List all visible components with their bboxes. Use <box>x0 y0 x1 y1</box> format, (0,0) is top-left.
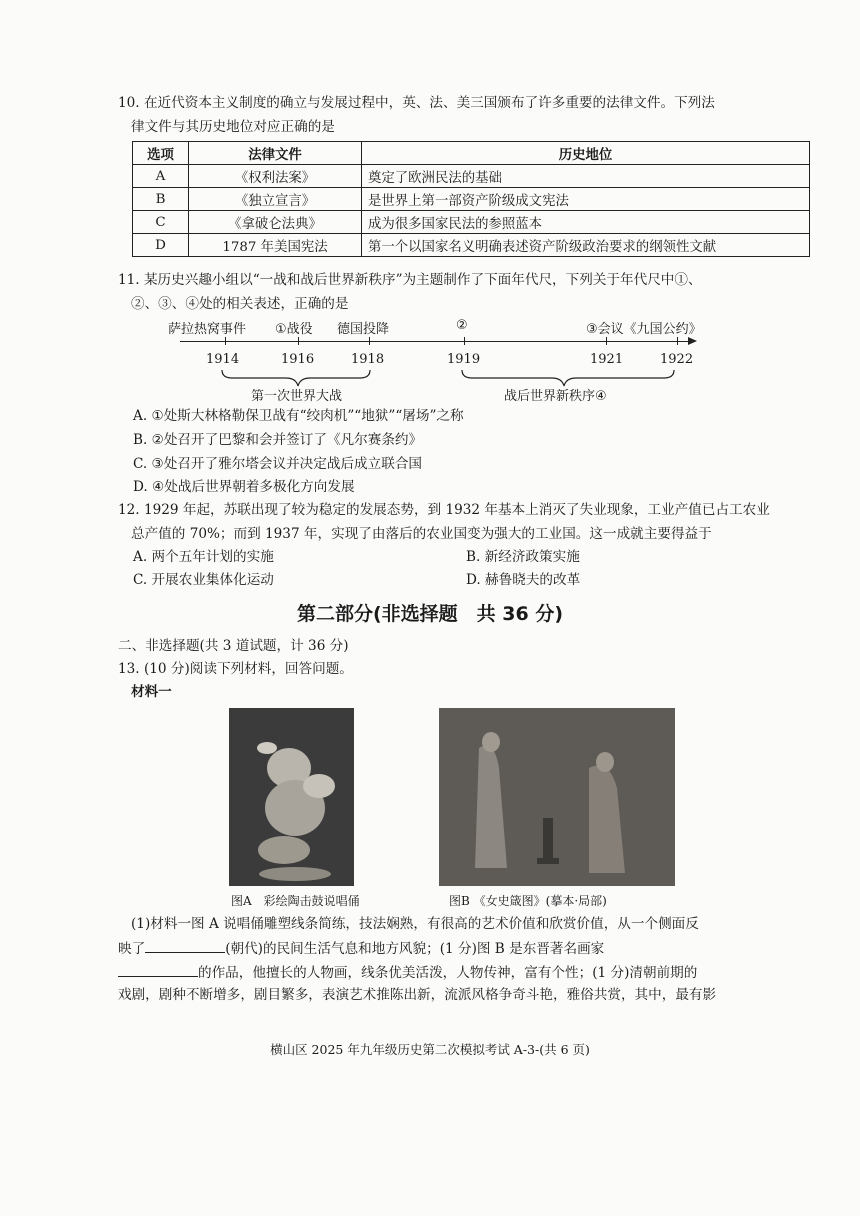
section-heading: 二、非选择题(共 3 道试题，计 36 分) <box>118 638 349 654</box>
timeline-year: 1922 <box>660 352 694 367</box>
figure-b-image <box>439 708 675 886</box>
timeline-tick <box>298 337 299 345</box>
timeline-tick <box>677 337 678 345</box>
q12-option-b: B. 新经济政策实施 <box>466 549 580 565</box>
figure-a-caption: 图A 彩绘陶击鼓说唱俑 <box>231 894 360 908</box>
q12-stem-line2: 总产值的 70%；而到 1937 年，实现了由落后的农业国变为强大的工业国。这一成就主要得益于 <box>131 526 712 542</box>
timeline-brace-label: 第一次世界大战 <box>251 389 343 404</box>
timeline-tick <box>606 337 607 345</box>
answer-blank-painter[interactable] <box>118 962 198 977</box>
figurine-icon <box>229 708 354 886</box>
q10-table <box>132 141 810 257</box>
q10-stem-line1: 10. 在近代资本主义制度的确立与发展过程中，英、法、美三国颁布了许多重要的法律文件。下列法 <box>118 95 715 111</box>
table-row <box>133 188 810 211</box>
q12-option-c: C. 开展农业集体化运动 <box>133 572 274 588</box>
table-cell: 《权利法案》 <box>189 165 362 188</box>
q13-part1-line1: (1)材料一图 A 说唱俑雕塑线条简练，技法娴熟，有很高的艺术价值和欣赏价值，从一个侧面反 <box>131 916 699 932</box>
table-cell: 1787 年美国宪法 <box>189 234 362 257</box>
q12-option-a: A. 两个五年计划的实施 <box>133 549 274 565</box>
q13-part1-line3 <box>118 962 697 983</box>
q11-stem-line1: 11. 某历史兴趣小组以“一战和战后世界新秩序”为主题制作了下面年代尺，下列关于年代尺中①、 <box>118 272 702 288</box>
q11-stem-line2: ②、③、④处的相关表述，正确的是 <box>131 296 349 312</box>
table-row <box>133 211 810 234</box>
timeline-label: ② <box>456 318 468 333</box>
table-header-cell: 法律文件 <box>189 142 362 165</box>
table-cell: B <box>133 188 189 211</box>
timeline-brace-label: 战后世界新秩序④ <box>504 389 607 404</box>
q13-part1-line2 <box>118 938 604 959</box>
timeline-tick <box>225 337 226 345</box>
table-row <box>133 165 810 188</box>
figure-b-caption: 图B 《女史箴图》(摹本·局部) <box>449 894 607 908</box>
q12-stem-line1: 12. 1929 年起，苏联出现了较为稳定的发展态势，到 1932 年基本上消灭了失业现象，工业产值已占工农业 <box>118 502 770 518</box>
timeline-axis <box>180 341 690 342</box>
table-cell: 是世界上第一部资产阶级成文宪法 <box>362 188 810 211</box>
answer-blank-dynasty[interactable] <box>145 938 225 953</box>
q11-option-d: D. ④处战后世界朝着多极化方向发展 <box>133 479 355 495</box>
q13-text: 映了 <box>118 941 146 957</box>
table-header-row <box>133 142 810 165</box>
timeline-year: 1916 <box>281 352 315 367</box>
q13-stem: 13. (10 分)阅读下列材料，回答问题。 <box>118 661 353 677</box>
q13-text: (朝代)的民间生活气息和地方风貌；(1 分)图 B 是东晋著名画家 <box>225 941 605 957</box>
timeline-label: ①战役 <box>275 322 313 337</box>
table-row <box>133 234 810 257</box>
table-cell: C <box>133 211 189 234</box>
timeline-arrow-icon <box>688 337 697 345</box>
page-footer: 横山区 2025 年九年级历史第二次模拟考试 A-3-(共 6 页) <box>270 1042 590 1057</box>
table-cell: 成为很多国家民法的参照蓝本 <box>362 211 810 234</box>
painting-icon <box>439 708 675 886</box>
q11-option-a: A. ①处斯大林格勒保卫战有“绞肉机”“地狱”“屠场”之称 <box>133 408 464 424</box>
timeline-year: 1921 <box>590 352 624 367</box>
part-title: 第二部分(非选择题 共 36 分) <box>296 603 564 625</box>
timeline-tick <box>464 337 465 345</box>
timeline-label: ③会议《九国公约》 <box>586 322 702 337</box>
table-cell: 《独立宣言》 <box>189 188 362 211</box>
timeline-year: 1918 <box>351 352 385 367</box>
table-cell: D <box>133 234 189 257</box>
table-cell: A <box>133 165 189 188</box>
figure-a-image <box>229 708 354 886</box>
table-header-cell: 选项 <box>133 142 189 165</box>
q10-stem-line2: 律文件与其历史地位对应正确的是 <box>131 119 335 135</box>
q13-part1-line4: 戏剧，剧种不断增多，剧目繁多，表演艺术推陈出新，流派风格争奇斗艳，雅俗共赏，其中，最有影 <box>118 987 717 1003</box>
timeline-label: 萨拉热窝事件 <box>168 322 247 337</box>
table-cell: 奠定了欧洲民法的基础 <box>362 165 810 188</box>
timeline-year: 1919 <box>447 352 481 367</box>
q11-option-b: B. ②处召开了巴黎和会并签订了《凡尔赛条约》 <box>133 432 423 448</box>
q12-option-d: D. 赫鲁晓夫的改革 <box>466 572 581 588</box>
timeline-label: 德国投降 <box>337 322 390 337</box>
table-cell: 第一个以国家名义明确表述资产阶级政治要求的纲领性文献 <box>362 234 810 257</box>
material-label: 材料一 <box>131 684 172 700</box>
timeline-tick <box>369 337 370 345</box>
q13-text: 的作品，他擅长的人物画，线条优美活泼，人物传神，富有个性；(1 分)清朝前期的 <box>198 965 698 981</box>
table-header-cell: 历史地位 <box>362 142 810 165</box>
timeline-year: 1914 <box>206 352 240 367</box>
q11-option-c: C. ③处召开了雅尔塔会议并决定战后成立联合国 <box>133 456 423 472</box>
table-cell: 《拿破仑法典》 <box>189 211 362 234</box>
